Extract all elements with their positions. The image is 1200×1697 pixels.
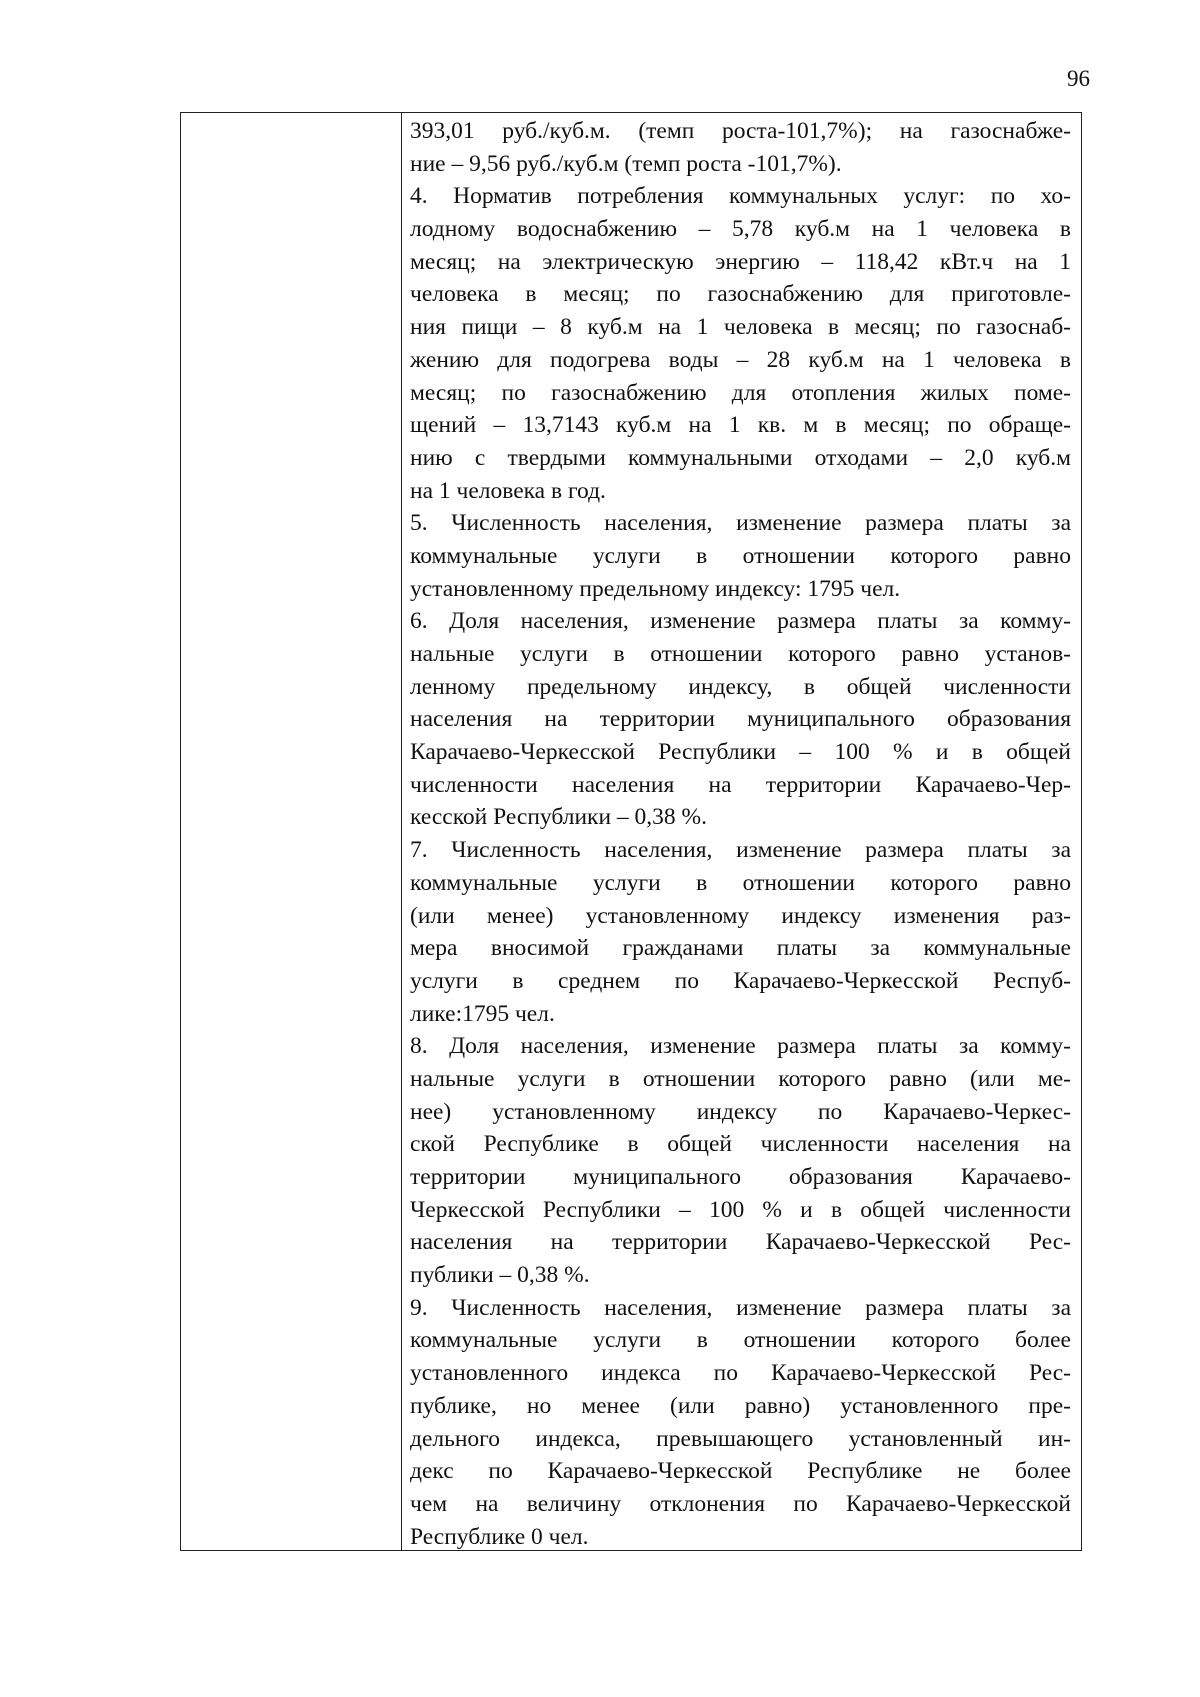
text-line: нее) установленному индексу по Карачаево-Черкес- [410, 1098, 1071, 1125]
text-line: нию с твердыми коммунальными отходами – 2,0 куб.м [410, 444, 1071, 471]
text-line: Черкесской Республики – 100 % и в общей численности [410, 1196, 1071, 1223]
text-line: ленному предельному индексу, в общей численности [410, 673, 1071, 700]
text-line: лике:1795 чел. [410, 1000, 555, 1027]
text-line: чем на величину отклонения по Карачаево-Черкесской [410, 1490, 1071, 1517]
text-line: публике, но менее (или равно) установленного пре- [410, 1392, 1071, 1419]
text-line: публики – 0,38 %. [410, 1262, 590, 1289]
table-left-cell [181, 113, 402, 1550]
text-line: Карачаево-Черкесской Республики – 100 % и в общей [410, 739, 1071, 766]
text-line: кесской Республики – 0,38 %. [410, 804, 707, 831]
text-line: 7. Численность населения, изменение размера платы за [410, 837, 1071, 864]
text-line: (или менее) установленному индексу изменения раз- [410, 902, 1071, 929]
text-line: населения на территории Карачаево-Черкесской Рес- [410, 1229, 1071, 1256]
text-line: ния пищи – 8 куб.м на 1 человека в месяц; по газоснаб- [410, 314, 1071, 341]
text-line: лодному водоснабжению – 5,78 куб.м на 1 человека в [410, 216, 1071, 243]
text-line: коммунальные услуги в отношении которого равно [410, 542, 1071, 569]
page-number: 96 [1067, 66, 1090, 91]
text-line: населения на территории муниципального образования [410, 706, 1071, 733]
text-line: 8. Доля населения, изменение размера платы за комму- [410, 1033, 1071, 1060]
text-line: территории муниципального образования Карачаево- [410, 1164, 1071, 1190]
text-line: нальные услуги в отношении которого равно (или ме- [410, 1065, 1071, 1092]
text-line: на 1 человека в год. [410, 477, 606, 504]
table-text-cell [402, 113, 1081, 1550]
text-line: 6. Доля населения, изменение размера платы за комму- [410, 608, 1071, 635]
text-line: численности населения на территории Карачаево-Чер- [410, 771, 1071, 798]
text-line: щений – 13,7143 куб.м на 1 кв. м в месяц; по обраще- [410, 412, 1071, 439]
text-line: 4. Норматив потребления коммунальных услуг: по хо- [410, 183, 1071, 210]
text-line: услуги в среднем по Карачаево-Черкесской Респуб- [410, 967, 1071, 994]
text-line: дельного индекса, превышающего установленный ин- [410, 1425, 1071, 1452]
text-line: Республике 0 чел. [410, 1523, 589, 1550]
text-line: коммунальные услуги в отношении которого равно [410, 869, 1071, 896]
text-line: нальные услуги в отношении которого равно установ- [410, 641, 1071, 667]
text-line: 5. Численность населения, изменение размера платы за [410, 510, 1071, 537]
text-line: месяц; на электрическую энергию – 118,42 кВт.ч на 1 [410, 248, 1071, 275]
text-line: установленного индекса по Карачаево-Черкесской Рес- [410, 1360, 1071, 1387]
text-line: мера вносимой гражданами платы за коммунальные [410, 935, 1071, 962]
text-line: коммунальные услуги в отношении которого более [410, 1327, 1071, 1354]
text-line: 9. Численность населения, изменение размера платы за [410, 1294, 1071, 1321]
text-line: месяц; по газоснабжению для отопления жилых поме- [410, 379, 1071, 406]
text-line: декс по Карачаево-Черкесской Республике не более [410, 1458, 1071, 1485]
text-line: установленному предельному индексу: 1795 чел. [410, 575, 901, 602]
text-line: жению для подогрева воды – 28 куб.м на 1 человека в [410, 346, 1071, 373]
text-line: 393,01 руб./куб.м. (темп роста-101,7%); на газоснабже- [410, 118, 1071, 144]
text-line: ние – 9,56 руб./куб.м (темп роста -101,7%). [410, 150, 842, 177]
text-line: человека в месяц; по газоснабжению для приготовле- [410, 281, 1071, 308]
text-line: ской Республике в общей численности населения на [410, 1131, 1071, 1158]
document-table [180, 112, 1082, 1551]
